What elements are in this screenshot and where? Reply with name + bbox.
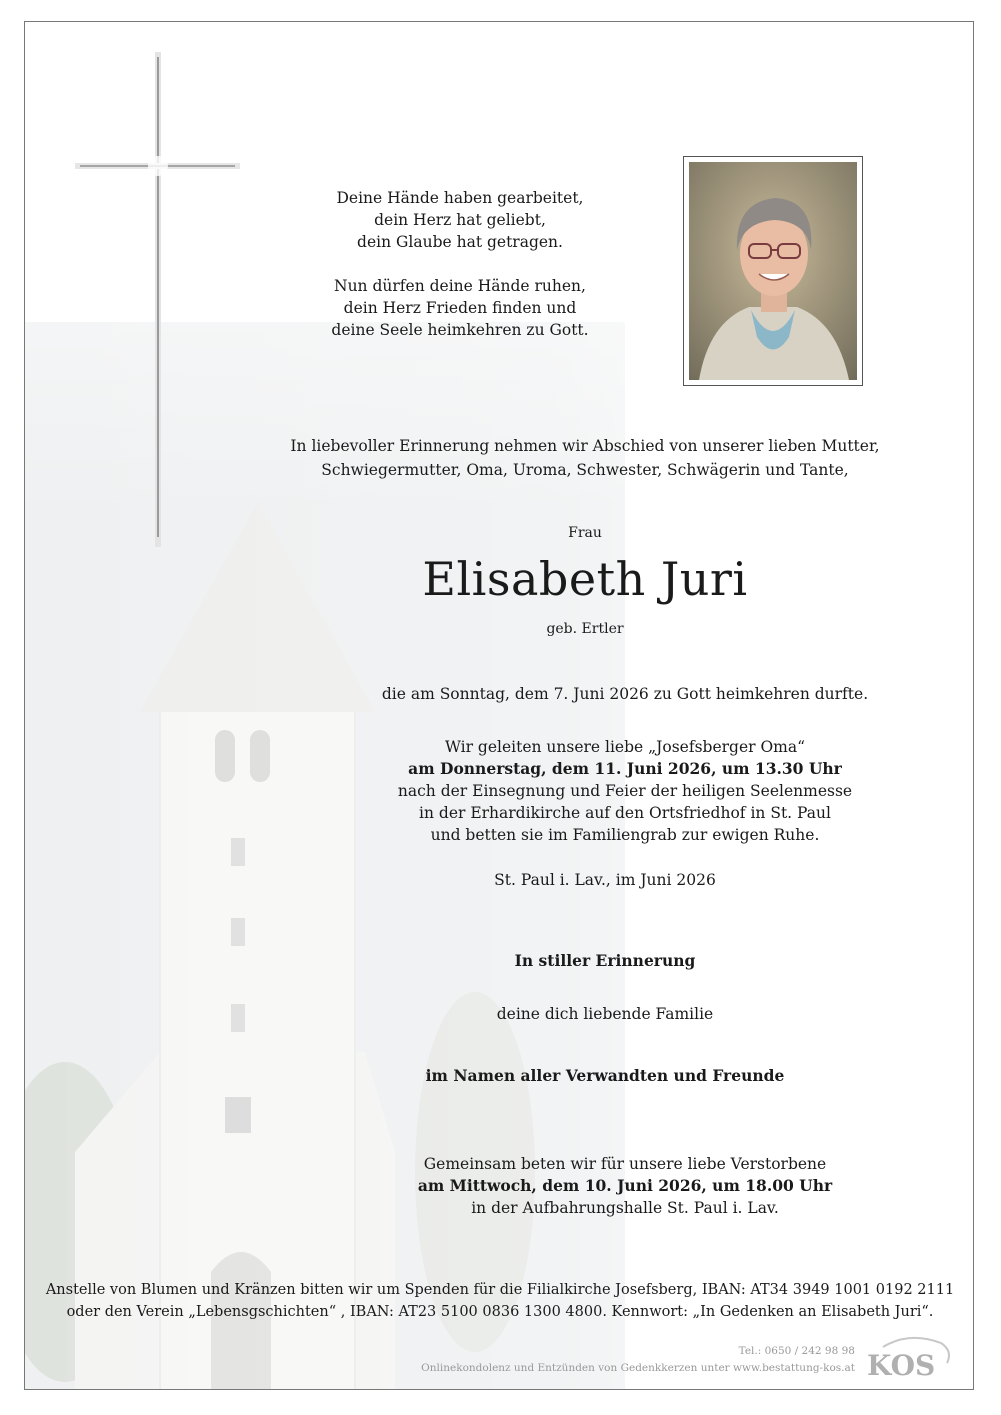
prayer-details: Gemeinsam beten wir für unsere liebe Verstorbene am Mittwoch, dem 10. Juni 2026, um 18.00 Uhr in der Aufbahrungshalle St. Paul i. Lav.	[417, 1155, 833, 1217]
death-notice: die am Sonntag, dem 7. Juni 2026 zu Gott heimkehren durfte.	[381, 685, 869, 703]
signature-line-1: In stiller Erinnerung	[514, 951, 696, 970]
donation-request: Anstelle von Blumen und Kränzen bitten wir um Spenden für die Filialkirche Josefsberg, IBAN: AT34 3949 1001 0192 2111 oder den Verein „Lebensgschichten“ , IBAN: AT23 5100 0836 1300 4800. Kennwort: „In Gedenken an Elisabeth Juri“.	[45, 1282, 955, 1320]
obituary-card	[24, 21, 974, 1390]
poem-stanza-2: Nun dürfen deine Hände ruhen, dein Herz Frieden finden und deine Seele heimkehren zu Gott.	[331, 277, 589, 339]
name-prefix: Frau	[568, 525, 602, 541]
poem	[295, 187, 625, 363]
funeral-date: am Donnerstag, dem 11. Juni 2026, um 13.30 Uhr	[408, 759, 842, 778]
funeral-details: Wir geleiten unsere liebe „Josefsberger Oma“ am Donnerstag, dem 11. Juni 2026, um 13.30 Uhr nach der Einsegnung und Feier der heiligen Seelenmesse in der Erhardikirche auf den Ortsfriedhof in St. Paul und betten sie im Familiengrab zur ewigen Ruhe.	[397, 738, 853, 844]
signature-line-2: deine dich liebende Familie	[496, 1005, 714, 1023]
intro-text: In liebevoller Erinnerung nehmen wir Abschied von unserer lieben Mutter, Schwiegermutter, Oma, Uroma, Schwester, Schwägerin und Tante,	[290, 437, 880, 479]
signature-line-3: im Namen aller Verwandten und Freunde	[425, 1066, 785, 1085]
kos-logo	[863, 1333, 955, 1381]
svg-text:KOS: KOS	[867, 1349, 936, 1381]
footer-phone: Tel.: 0650 / 242 98 98	[738, 1345, 855, 1357]
footer-website[interactable]: Onlinekondolenz und Entzünden von Gedenkkerzen unter www.bestattung-kos.at	[421, 1362, 855, 1374]
portrait-image	[689, 162, 857, 380]
poem-stanza-1: Deine Hände haben gearbeitet, dein Herz hat geliebt, dein Glaube hat getragen.	[336, 189, 584, 251]
deceased-name: Elisabeth Juri	[422, 552, 748, 606]
place-date: St. Paul i. Lav., im Juni 2026	[494, 871, 716, 889]
portrait-photo	[683, 156, 863, 386]
maiden-name: geb. Ertler	[546, 621, 624, 637]
prayer-date: am Mittwoch, dem 10. Juni 2026, um 18.00 Uhr	[417, 1176, 833, 1195]
